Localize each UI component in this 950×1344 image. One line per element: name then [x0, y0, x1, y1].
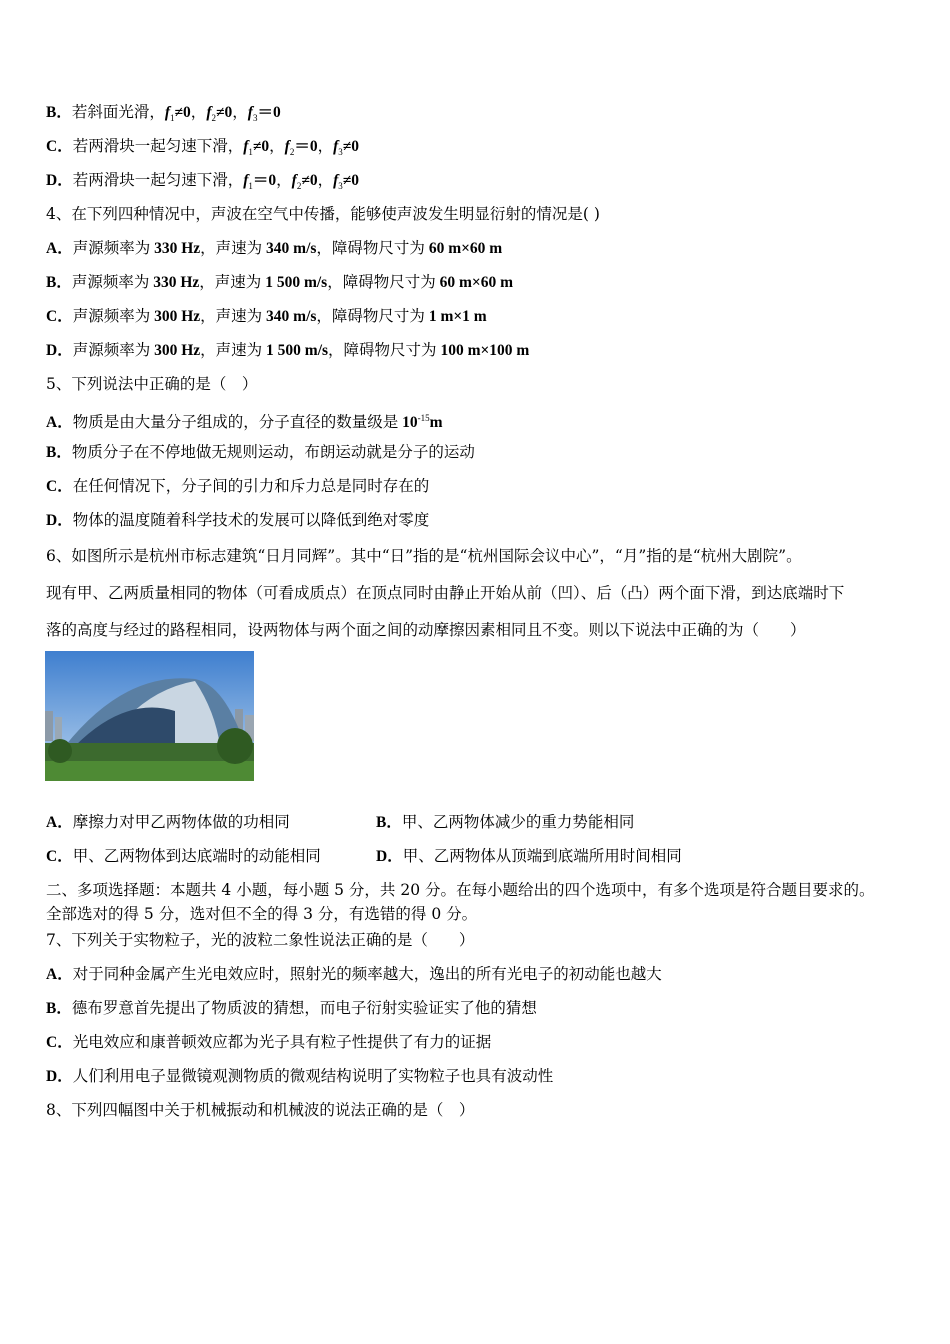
option-text: 物质分子在不停地做无规则运动，布朗运动就是分子的运动	[71, 443, 475, 461]
option-text: ，	[276, 171, 292, 189]
option-label: B．	[376, 814, 402, 831]
option-text: 甲、乙两物体减少的重力势能相同	[401, 813, 635, 831]
option-c	[46, 846, 321, 867]
math-variable: f	[243, 172, 249, 189]
option-label: A．	[46, 966, 73, 983]
option-text: 声源频率为	[72, 341, 151, 359]
latin-text: 340 m/s	[262, 308, 317, 325]
subscript: 3	[338, 147, 343, 158]
subscript: 1	[248, 147, 253, 158]
option-c	[46, 306, 487, 327]
option-label: B．	[46, 444, 72, 461]
option-text: ，障碍物尺寸为	[328, 341, 437, 359]
option-text: 物体的温度随着科学技术的发展可以降低到绝对零度	[72, 511, 430, 529]
question-6-stem-line	[46, 620, 806, 640]
question-5-stem	[46, 374, 257, 394]
option-text: 若两滑块一起匀速下滑，	[72, 137, 244, 155]
latin-text: 60 m×60 m	[424, 240, 503, 257]
option-d	[46, 170, 359, 196]
option-b	[376, 812, 634, 833]
hangzhou-building-photo	[45, 651, 254, 781]
option-label: C．	[46, 478, 73, 495]
subscript: 3	[338, 181, 343, 192]
option-label: D．	[46, 172, 73, 189]
option-text: 人们利用电子显微镜观测物质的微观结构说明了实物粒子也具有波动性	[72, 1067, 554, 1085]
option-a	[46, 812, 290, 833]
option-label: A．	[46, 414, 73, 432]
option-d	[46, 510, 429, 531]
math-variable: f	[243, 138, 249, 155]
option-c	[46, 476, 429, 497]
option-text: ，障碍物尺寸为	[316, 307, 425, 325]
option-b	[46, 102, 281, 128]
latin-text: ≠0	[174, 104, 191, 121]
option-text: ，	[317, 171, 334, 189]
option-label: C．	[46, 848, 73, 865]
option-label: C．	[46, 138, 73, 155]
subscript: 2	[296, 181, 302, 192]
stem-text: 8、下列四幅图中关于机械振动和机械波的说法正确的是（ ）	[46, 1101, 475, 1119]
stem-text: 落的高度与经过的路程相同，设两物体与两个面之间的动摩擦因素相同且不变。则以下说法中正确的为（ ）	[46, 621, 806, 639]
option-a	[46, 964, 662, 985]
section-text: 二、多项选择题：本题共 4 小题，每小题 5 分，共 20 分。在每小题给出的四个选项中，有多个选项是符合题目要求的。	[46, 881, 875, 899]
latin-text: ≠0	[215, 104, 233, 121]
option-text: ，障碍物尺寸为	[316, 239, 425, 257]
latin-text: 300 Hz	[150, 342, 201, 359]
section-text: 全部选对的得 5 分，选对但不全的得 3 分，有选错的得 0 分。	[46, 905, 478, 923]
math-variable: f	[333, 138, 339, 155]
option-text: 德布罗意首先提出了物质波的猜想，而电子衍射实验证实了他的猜想	[71, 999, 537, 1017]
option-text: 甲、乙两物体从顶端到底端所用时间相同	[402, 847, 682, 865]
subscript: 2	[289, 147, 295, 158]
question-6-stem-line	[46, 546, 802, 566]
latin-text: 1 500 m/s	[261, 274, 328, 291]
latin-text: ≠0	[342, 172, 360, 189]
latin-text: 60 m×60 m	[435, 274, 513, 291]
option-label: B．	[46, 274, 72, 291]
option-label: D．	[376, 848, 403, 865]
question-6-stem-line	[46, 583, 844, 603]
option-text: ，障碍物尺寸为	[327, 273, 436, 291]
option-text: ，	[232, 103, 248, 121]
option-text: 若斜面光滑，	[71, 103, 165, 121]
subscript: 3	[252, 113, 258, 124]
option-text: 物质是由大量分子组成的，分子直径的数量级是	[72, 413, 399, 432]
option-text: 甲、乙两物体到达底端时的动能相同	[72, 847, 321, 865]
math-variable: f	[333, 172, 339, 189]
question-4-stem	[46, 204, 600, 224]
latin-text: ＝0	[252, 172, 277, 189]
option-text: ，	[317, 137, 334, 155]
subscript: 2	[211, 113, 216, 124]
section-heading-line	[46, 904, 477, 924]
option-c	[46, 1032, 491, 1053]
option-text: ，声速为	[200, 341, 263, 359]
stem-text: 4、在下列四种情况中，声波在空气中传播，能够使声波发生明显衍射的情况是( )	[46, 205, 600, 223]
latin-text: 340 m/s	[262, 240, 317, 257]
option-text: 声源频率为	[72, 239, 151, 257]
latin-text: 1 m×1 m	[424, 308, 487, 325]
option-b	[46, 272, 513, 293]
option-label: B．	[46, 1000, 72, 1017]
option-text: ，	[190, 103, 207, 121]
option-label: A．	[46, 240, 73, 257]
math-variable: f	[206, 104, 212, 121]
option-d	[46, 340, 529, 361]
option-text: ，声速为	[200, 307, 263, 325]
math-variable: f	[164, 104, 171, 121]
latin-text: 1 500 m/s	[262, 342, 329, 359]
option-label: D．	[46, 512, 73, 529]
option-label: C．	[46, 308, 73, 325]
option-c	[46, 136, 359, 162]
option-text: ，声速为	[199, 273, 262, 291]
stem-text: 5、下列说法中正确的是（ ）	[46, 375, 258, 393]
latin-text: ＝0	[257, 104, 281, 121]
latin-text: 330 Hz	[149, 274, 200, 291]
option-label: D．	[46, 342, 73, 359]
option-label: C．	[46, 1034, 73, 1051]
section-heading-line	[46, 880, 875, 900]
math-variable: f	[247, 104, 253, 121]
latin-text: ＝0	[294, 138, 318, 155]
latin-text: 300 Hz	[150, 308, 201, 325]
subscript: 1	[170, 113, 175, 124]
latin-text: 330 Hz	[150, 240, 201, 257]
latin-text: ≠0	[342, 138, 360, 155]
option-label: B．	[46, 104, 72, 121]
question-8-stem	[46, 1100, 474, 1120]
subscript: 1	[248, 181, 253, 192]
math-variable: f	[291, 172, 297, 189]
option-label: D．	[46, 1068, 73, 1085]
option-b	[46, 998, 537, 1019]
option-text: 摩擦力对甲乙两物体做的功相同	[72, 813, 290, 831]
option-text: 声源频率为	[71, 273, 150, 291]
option-b	[46, 442, 475, 463]
latin-text: ≠0	[301, 172, 318, 189]
option-text: ，	[269, 137, 285, 155]
latin-text: 100 m×100 m	[436, 342, 530, 359]
option-text: 声源频率为	[72, 307, 151, 325]
latin-text: ≠0	[252, 138, 270, 155]
option-a	[46, 238, 502, 259]
option-text: 在任何情况下，分子间的引力和斥力总是同时存在的	[72, 477, 430, 495]
option-text: 对于同种金属产生光电效应时，照射光的频率越大，逸出的所有光电子的初动能也越大	[72, 965, 662, 983]
math-variable: f	[284, 138, 290, 155]
stem-text: 6、如图所示是杭州市标志建筑“日月同辉”。其中“日”指的是“杭州国际会议中心”，“月”指的是“杭州大剧院”。	[46, 547, 802, 565]
stem-text: 现有甲、乙两质量相同的物体（可看成质点）在顶点同时由静止开始从前（凹）、后（凸）两个面下滑，到达底端时下	[46, 584, 845, 602]
option-text: ，声速为	[200, 239, 263, 257]
question-7-stem	[46, 930, 474, 950]
option-d	[376, 846, 682, 867]
latin-text: 10	[398, 414, 418, 432]
option-label: A．	[46, 814, 73, 831]
stem-text: 7、下列关于实物粒子，光的波粒二象性说法正确的是（ ）	[46, 931, 475, 949]
superscript: -15	[417, 413, 430, 423]
option-d	[46, 1066, 553, 1087]
option-a	[46, 408, 443, 433]
option-text: 光电效应和康普顿效应都为光子具有粒子性提供了有力的证据	[72, 1033, 492, 1051]
latin-text: m	[429, 414, 443, 432]
option-text: 若两滑块一起匀速下滑，	[72, 171, 244, 189]
